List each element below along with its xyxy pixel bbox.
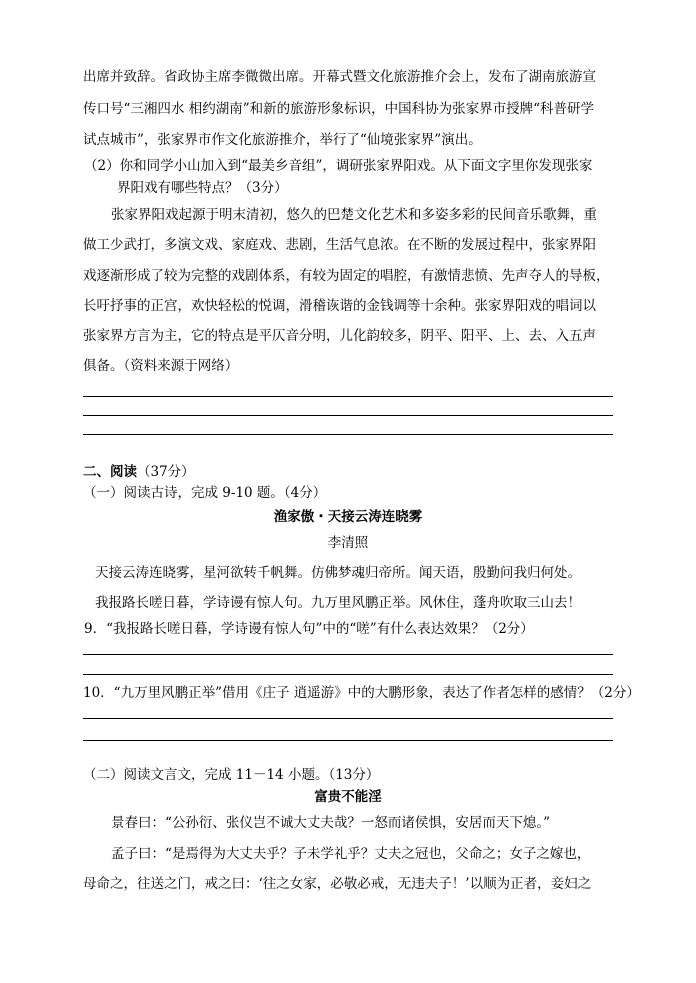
answer-line [83,718,613,719]
essay-line-3: 母命之，往送之门，戒之曰：‘往之女家，必敬必戒，无违夫子！’以顺为正者，妾妇之 [83,876,592,892]
essay-title: 富贵不能淫 [314,789,382,805]
intro-line-2: 传口号“三湘四水 相约湖南”和新的旅游形象标识，中国科协为张家界市授牌“科普研学 [83,101,594,117]
passage-line-3: 戏逐渐形成了较为完整的戏剧体系，有较为固定的唱腔，有激情悲愤、先声夺人的导板， [83,268,610,284]
question-2-line-2: 界阳戏有哪些特点？（3分） [117,180,288,196]
poem-line-1: 天接云涛连晓雾，星河欲转千帆舞。仿佛梦魂归帝所。闻天语，殷勤问我归何处。 [95,565,581,581]
answer-line [83,434,613,435]
question-2-line-1: （2）你和同学小山加入到“最美乡音组”，调研张家界阳戏。从下面文字里你发现张家 [84,158,593,174]
essay-line-1: 景春曰：“公孙衍、张仪岂不诚大丈夫哉？一怒而诸侯惧，安居而天下熄。” [111,815,551,831]
passage-line-6: 俱备。（资料来源于网络） [83,358,239,374]
poem-line-2: 我报路长嗟日暮，学诗谩有惊人句。九万里风鹏正举。风休住，蓬舟吹取三山去！ [95,595,581,611]
answer-line [83,654,613,655]
answer-line [83,674,613,675]
section-heading [83,463,195,481]
passage-line-4: 长吁抒事的正宫，欢快轻松的悦调，滑稽诙谐的金钱调等十余种。张家界阳戏的唱词以 [83,298,596,314]
answer-line [83,396,613,397]
intro-line-1: 出席并致辞。省政协主席李微微出席。开幕式暨文化旅游推介会上，发布了湖南旅游宣 [83,69,596,85]
passage-line-2: 做工少武打，多演文戏、家庭戏、悲剧，生活气息浓。在不断的发展过程中，张家界阳 [83,237,596,253]
essay-line-2: 孟子曰：“是焉得为大丈夫乎？子未学礼乎？丈夫之冠也，父命之；女子之嫁也， [111,846,591,862]
answer-line [83,415,613,416]
subsection-1-instruction: （一）阅读古诗，完成 9-10 题。（4分） [83,485,327,501]
answer-line [83,740,613,741]
passage-line-5: 张家界方言为主，它的特点是平仄音分明，儿化韵较多，阴平、阳平、上、去、入五声 [83,328,596,344]
passage-line-1: 张家界阳戏起源于明末清初，悠久的巴楚文化艺术和多姿多彩的民间音乐歌舞，重 [111,207,597,223]
section-score: （37分） [137,464,195,480]
subsection-2-instruction: （二）阅读文言文，完成 11－14 小题。（13分） [83,767,380,783]
question-10: 10．“九万里风鹏正举”借用《庄子 逍遥游》中的大鹏形象，表达了作者怎样的感情？（2分） [83,685,640,701]
poem-title: 渔家傲・天接云涛连晓雾 [273,509,423,525]
intro-line-3: 试点城市”，张家界市作文化旅游推介，举行了“仙境张家界”演出。 [83,132,482,148]
question-9: 9．“我报路长嗟日暮，学诗谩有惊人句”中的“嗟”有什么表达效果？（2分） [84,621,534,637]
section-title: 二、阅读 [83,464,137,480]
poem-author: 李清照 [327,535,369,551]
